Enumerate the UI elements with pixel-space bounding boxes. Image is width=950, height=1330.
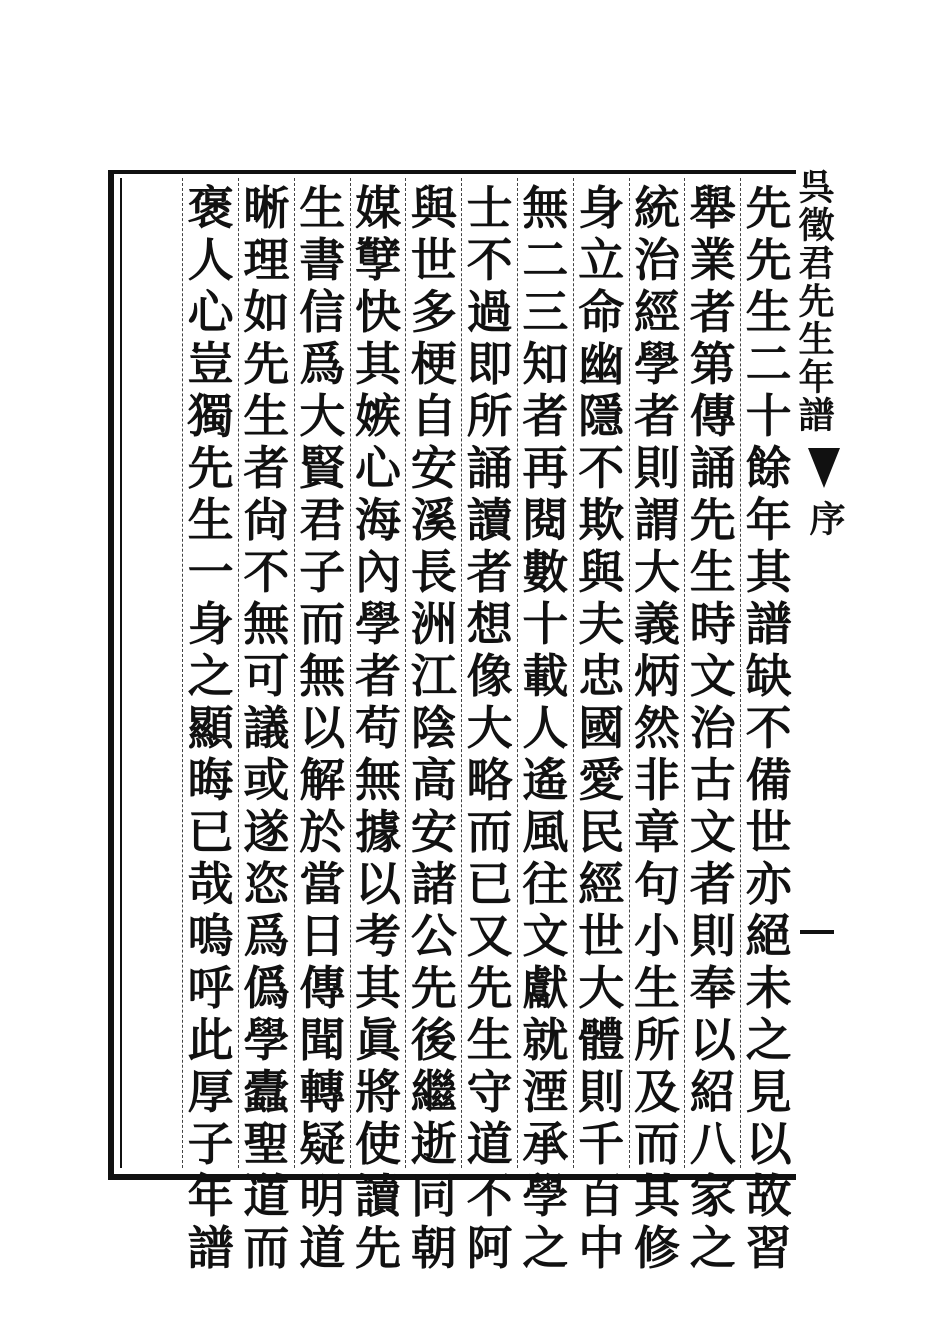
character: 者	[355, 649, 402, 703]
character: 謂	[634, 493, 680, 547]
character: 隱	[578, 389, 625, 443]
character: 或	[243, 753, 290, 807]
character: 者	[689, 285, 736, 339]
character: 其	[355, 961, 402, 1015]
character: 忠	[578, 649, 625, 703]
character: 信	[299, 285, 346, 339]
character: 無	[299, 649, 346, 703]
character: 生	[466, 1013, 513, 1067]
character: 生	[299, 181, 346, 235]
character: 無	[522, 181, 569, 235]
character: 就	[522, 1013, 569, 1067]
character: 缺	[745, 649, 792, 703]
character: 之	[187, 649, 234, 703]
character: 其	[745, 545, 792, 599]
character: 理	[243, 233, 290, 287]
character: 載	[522, 649, 569, 703]
character: 即	[466, 337, 513, 391]
character: 蠹	[243, 1065, 290, 1119]
character: 則	[578, 1065, 625, 1119]
character: 年	[187, 1169, 234, 1223]
character: 考	[355, 909, 402, 963]
character: 大	[466, 701, 513, 755]
character: 無	[355, 753, 402, 807]
character: 備	[745, 753, 792, 807]
character: 及	[634, 1065, 680, 1119]
character: 所	[634, 1013, 680, 1067]
text-column	[629, 178, 685, 1275]
character: 尙	[243, 493, 290, 547]
text-column	[238, 178, 294, 1275]
character: 以	[355, 857, 402, 911]
character: 已	[466, 857, 513, 911]
character: 褒	[187, 181, 234, 235]
character: 身	[578, 181, 625, 235]
character: 習	[745, 1221, 792, 1275]
character: 將	[355, 1065, 402, 1119]
character: 洲	[410, 597, 457, 651]
character: 生	[745, 285, 792, 339]
character: 閱	[522, 493, 569, 547]
character: 命	[578, 285, 625, 339]
character: 不	[466, 1169, 513, 1223]
character: 而	[299, 597, 346, 651]
text-column	[405, 178, 461, 1275]
character: 子	[187, 1117, 234, 1171]
character: 先	[745, 181, 792, 235]
character: 守	[466, 1065, 513, 1119]
character: 當	[299, 857, 346, 911]
character: 學	[634, 337, 680, 391]
character: 先	[355, 1221, 402, 1275]
character: 奉	[689, 961, 736, 1015]
character: 譜	[745, 597, 792, 651]
text-column	[294, 178, 350, 1275]
character: 傳	[689, 389, 736, 443]
text-column	[573, 178, 629, 1275]
character: 百	[578, 1169, 625, 1223]
character: 一	[187, 545, 234, 599]
character: 而	[243, 1221, 290, 1275]
character: 修	[634, 1221, 680, 1275]
character: 愛	[578, 753, 625, 807]
character: 與	[578, 545, 625, 599]
character: 句	[634, 857, 680, 911]
character: 苟	[355, 701, 402, 755]
character: 像	[466, 649, 513, 703]
character: 先	[745, 233, 792, 287]
text-column	[517, 178, 573, 1275]
character: 賢	[299, 441, 346, 495]
character: 則	[634, 441, 680, 495]
character: 章	[634, 805, 680, 859]
character: 非	[634, 753, 680, 807]
character: 先	[466, 961, 513, 1015]
character: 三	[522, 285, 569, 339]
character: 立	[578, 233, 625, 287]
character: 學	[522, 1169, 569, 1223]
character: 士	[466, 181, 513, 235]
character: 安	[410, 805, 457, 859]
character: 心	[187, 285, 234, 339]
character: 爲	[243, 909, 290, 963]
character: 夫	[578, 597, 625, 651]
character: 治	[634, 233, 680, 287]
character: 遙	[522, 753, 569, 807]
character: 眞	[355, 1013, 402, 1067]
character: 讀	[466, 493, 513, 547]
text-column	[350, 178, 406, 1275]
character: 子	[299, 545, 346, 599]
character: 千	[578, 1117, 625, 1171]
character: 風	[522, 805, 569, 859]
character: 炳	[634, 649, 680, 703]
character: 疑	[299, 1117, 346, 1171]
character: 文	[689, 805, 736, 859]
character: 而	[466, 805, 513, 859]
character: 讀	[355, 1169, 402, 1223]
character: 快	[355, 285, 402, 339]
character: 過	[466, 285, 513, 339]
character: 身	[187, 597, 234, 651]
character: 日	[299, 909, 346, 963]
page-number	[800, 930, 834, 934]
character: 古	[689, 753, 736, 807]
character: 中	[578, 1221, 625, 1275]
character: 所	[466, 389, 513, 443]
character: 嫉	[355, 389, 402, 443]
character: 年	[745, 493, 792, 547]
character: 先	[243, 337, 290, 391]
character: 可	[243, 649, 290, 703]
character: 見	[745, 1065, 792, 1119]
character: 於	[299, 805, 346, 859]
character: 舉	[689, 181, 736, 235]
character: 者	[634, 389, 680, 443]
character: 不	[243, 545, 290, 599]
character: 亦	[745, 857, 792, 911]
character: 文	[522, 909, 569, 963]
character: 二	[522, 233, 569, 287]
text-body	[126, 178, 796, 1275]
character: 誦	[689, 441, 736, 495]
character: 僞	[243, 961, 290, 1015]
character: 哉	[187, 857, 234, 911]
character: 八	[689, 1117, 736, 1171]
margin-section: 序	[804, 500, 846, 536]
character: 想	[466, 597, 513, 651]
character: 之	[745, 1013, 792, 1067]
character: 而	[634, 1117, 680, 1171]
character: 生	[243, 389, 290, 443]
character: 國	[578, 701, 625, 755]
character: 以	[745, 1117, 792, 1171]
character: 未	[745, 961, 792, 1015]
character: 再	[522, 441, 569, 495]
character: 世	[578, 909, 625, 963]
character: 然	[634, 701, 680, 755]
character: 世	[410, 233, 457, 287]
character: 人	[522, 701, 569, 755]
character: 遂	[243, 805, 290, 859]
character: 經	[578, 857, 625, 911]
character: 先	[187, 441, 234, 495]
character: 獨	[187, 389, 234, 443]
character: 君	[299, 493, 346, 547]
character: 時	[689, 597, 736, 651]
character: 恣	[243, 857, 290, 911]
character: 承	[522, 1117, 569, 1171]
character: 議	[243, 701, 290, 755]
character: 顯	[187, 701, 234, 755]
character: 生	[689, 545, 736, 599]
character: 大	[634, 545, 680, 599]
character: 則	[689, 909, 736, 963]
character: 第	[689, 337, 736, 391]
character: 內	[355, 545, 402, 599]
character: 厚	[187, 1065, 234, 1119]
character: 者	[243, 441, 290, 495]
character: 學	[243, 1013, 290, 1067]
character: 聞	[299, 1013, 346, 1067]
text-column	[740, 178, 796, 1275]
character: 治	[689, 701, 736, 755]
character: 湮	[522, 1065, 569, 1119]
text-column	[684, 178, 740, 1275]
character: 安	[410, 441, 457, 495]
fish-tail-mark	[808, 448, 840, 488]
text-column	[182, 178, 238, 1275]
text-column	[461, 178, 517, 1275]
character: 同	[410, 1169, 457, 1223]
frame-inner-rule	[120, 178, 122, 1168]
character: 長	[410, 545, 457, 599]
character: 海	[355, 493, 402, 547]
character: 已	[187, 805, 234, 859]
character: 體	[578, 1013, 625, 1067]
character: 故	[745, 1169, 792, 1223]
character: 之	[522, 1221, 569, 1275]
character: 紹	[689, 1065, 736, 1119]
character: 知	[522, 337, 569, 391]
character: 心	[355, 441, 402, 495]
character: 者	[466, 545, 513, 599]
character: 與	[410, 181, 457, 235]
character: 晦	[187, 753, 234, 807]
character: 不	[578, 441, 625, 495]
character: 學	[355, 597, 402, 651]
character: 自	[410, 389, 457, 443]
character: 誦	[466, 441, 513, 495]
character: 生	[634, 961, 680, 1015]
character: 呼	[187, 961, 234, 1015]
character: 譜	[187, 1221, 234, 1275]
character: 溪	[410, 493, 457, 547]
character: 無	[243, 597, 290, 651]
character: 義	[634, 597, 680, 651]
character: 文	[689, 649, 736, 703]
character: 家	[689, 1169, 736, 1223]
character: 者	[689, 857, 736, 911]
character: 諸	[410, 857, 457, 911]
character: 如	[243, 285, 290, 339]
character: 業	[689, 233, 736, 287]
character: 江	[410, 649, 457, 703]
character: 解	[299, 753, 346, 807]
character: 豈	[187, 337, 234, 391]
character: 世	[745, 805, 792, 859]
character: 逝	[410, 1117, 457, 1171]
character: 之	[689, 1221, 736, 1275]
character: 明	[299, 1169, 346, 1223]
character: 聖	[243, 1117, 290, 1171]
character: 大	[578, 961, 625, 1015]
character: 欺	[578, 493, 625, 547]
character: 者	[522, 389, 569, 443]
character: 統	[634, 181, 680, 235]
character: 嗚	[187, 909, 234, 963]
character: 獻	[522, 961, 569, 1015]
character: 餘	[745, 441, 792, 495]
character: 阿	[466, 1221, 513, 1275]
character: 不	[466, 233, 513, 287]
character: 此	[187, 1013, 234, 1067]
character: 道	[299, 1221, 346, 1275]
character: 幽	[578, 337, 625, 391]
character: 人	[187, 233, 234, 287]
character: 其	[355, 337, 402, 391]
character: 十	[522, 597, 569, 651]
character: 晰	[243, 181, 290, 235]
character: 據	[355, 805, 402, 859]
character: 轉	[299, 1065, 346, 1119]
character: 後	[410, 1013, 457, 1067]
character: 先	[410, 961, 457, 1015]
character: 孼	[355, 233, 402, 287]
character: 媒	[355, 181, 402, 235]
character: 其	[634, 1169, 680, 1223]
character: 使	[355, 1117, 402, 1171]
character: 傳	[299, 961, 346, 1015]
character: 小	[634, 909, 680, 963]
character: 道	[243, 1169, 290, 1223]
character: 繼	[410, 1065, 457, 1119]
character: 先	[689, 493, 736, 547]
character: 道	[466, 1117, 513, 1171]
character: 民	[578, 805, 625, 859]
character: 十	[745, 389, 792, 443]
character: 多	[410, 285, 457, 339]
character: 絕	[745, 909, 792, 963]
character: 陰	[410, 701, 457, 755]
character: 大	[299, 389, 346, 443]
character: 爲	[299, 337, 346, 391]
character: 高	[410, 753, 457, 807]
character: 以	[689, 1013, 736, 1067]
character: 公	[410, 909, 457, 963]
character: 朝	[410, 1221, 457, 1275]
character: 往	[522, 857, 569, 911]
character: 梗	[410, 337, 457, 391]
character: 二	[745, 337, 792, 391]
character: 經	[634, 285, 680, 339]
margin-title: 呉徵君先生年譜	[793, 168, 835, 434]
character: 略	[466, 753, 513, 807]
character: 數	[522, 545, 569, 599]
character: 以	[299, 701, 346, 755]
character: 不	[745, 701, 792, 755]
character: 書	[299, 233, 346, 287]
character: 又	[466, 909, 513, 963]
character: 生	[187, 493, 234, 547]
